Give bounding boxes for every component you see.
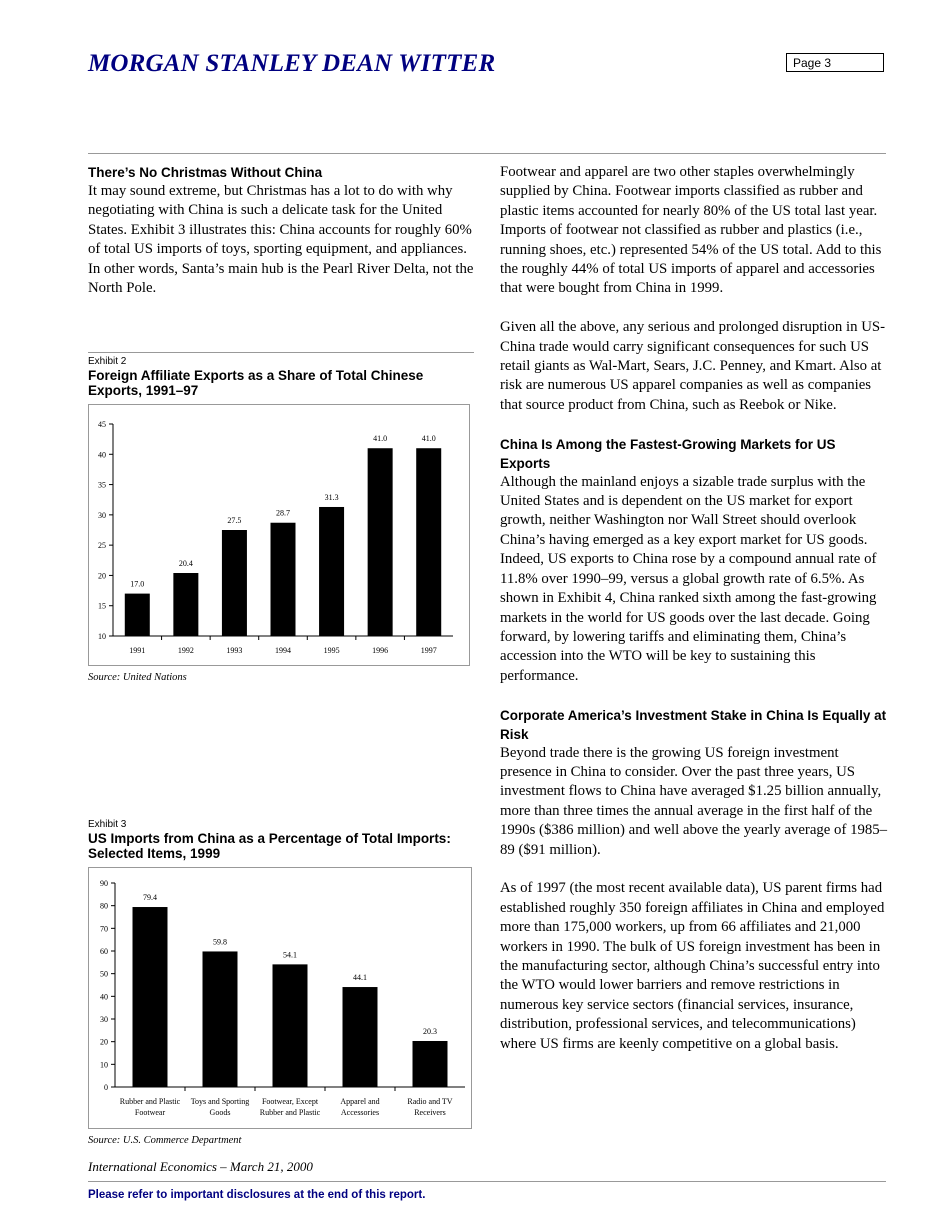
exhibit-2-value-label: 27.5 — [227, 516, 242, 525]
exhibit-3-bar — [203, 951, 238, 1087]
exhibit-2-y-tick-label: 40 — [98, 450, 106, 460]
exhibit-2-category-label: 1995 — [323, 646, 340, 655]
exhibit-2-title: Foreign Affiliate Exports as a Share of Total Chinese Exports, 1991–97 — [88, 368, 424, 398]
exhibit-2-bar — [125, 594, 150, 636]
exhibit-2-value-label: 41.0 — [421, 434, 436, 444]
exhibit-2-bar — [416, 448, 441, 636]
exhibit-2 — [88, 352, 474, 683]
exhibit-3-category-label: Apparel and — [340, 1097, 380, 1106]
exhibit-3-category-label: Receivers — [414, 1108, 446, 1117]
paragraph-footwear: Footwear and apparel are two other staples overwhelmingly supplied by China. Footwear imports classified as rubber and plastic items accounted for nearly 80% of the US total last year. Imports of footwear not classified as rubber and plastics (i.e., running shoes, etc.) represented 54% of the US total. Add to this the roughly 44% of total US imports of apparel and accessories that were bought from China in 1999. — [500, 164, 882, 297]
exhibit-3-source: Source: U.S. Commerce Department — [88, 1135, 242, 1146]
exhibit-3-value-label: 20.3 — [423, 1026, 437, 1036]
exhibit-3-y-tick-label: 50 — [100, 969, 108, 979]
left-column — [88, 163, 476, 298]
exhibit-2-y-tick-label: 45 — [98, 420, 106, 429]
exhibit-3-category-label: Radio and TV — [407, 1097, 453, 1106]
brand-title: MORGAN STANLEY DEAN WITTER — [88, 50, 496, 77]
exhibit-2-category-label: 1994 — [275, 646, 291, 655]
exhibit-3-number: Exhibit 3 — [88, 819, 127, 830]
exhibit-2-category-label: 1992 — [177, 646, 194, 655]
exhibit-2-bar — [271, 523, 296, 636]
right-column — [500, 163, 888, 1054]
exhibit-3-category-label: Footwear — [134, 1108, 166, 1117]
exhibit-3-y-tick-label: 60 — [100, 947, 108, 956]
exhibit-3-value-label: 54.1 — [283, 950, 297, 960]
exhibit-3-bar — [413, 1041, 448, 1087]
exhibit-3-category-label: Goods — [209, 1108, 231, 1117]
paragraph-affiliates: As of 1997 (the most recent available data), US parent firms had established roughly 350 foreign affiliates in China and employed more than 175,000 workers, up from 66 affiliates and 21,000 workers in 1990. The bulk of US foreign investment has been in the manufacturing sector, although China’s successful entry into the WTO would lower barriers and remove restrictions in numerous key service sectors (financial services, insurance, distribution, professional services, and telecommunications) where US firms are keenly competitive on a global basis. — [500, 880, 885, 1052]
exhibit-3-category-label: Rubber and Plastic — [119, 1097, 181, 1106]
exhibit-3-value-label: 59.8 — [213, 937, 227, 947]
section-heading-investment: Corporate America’s Investment Stake in China Is Equally at Risk — [500, 707, 887, 742]
paragraph-christmas: It may sound extreme, but Christmas has a lot to do with why negotiating with China is such a delicate task for the United States. Exhibit 3 illustrates this: China accounts for roughly 60% of total US imports of toys, sporting equipment, and appliances. In other words, Santa’s main hub is the Pearl River Delta, not the North Pole. — [88, 183, 474, 297]
exhibit-2-bar — [173, 573, 198, 636]
exhibit-3-chart — [89, 868, 471, 1128]
exhibit-3-y-tick-label: 0 — [104, 1083, 108, 1092]
exhibit-2-number: Exhibit 2 — [88, 356, 127, 367]
exhibit-3-bar — [133, 907, 168, 1087]
paragraph-disruption: Given all the above, any serious and prolonged disruption in US-China trade would carry significant consequences for such US retail giants as Wal-Mart, Sears, J.C. Penney, and Kmart. Also at risk are numerous US apparel companies as well as companies that source product from China, such as Reebok or Nike. — [500, 319, 886, 413]
exhibit-2-value-label: 20.4 — [178, 559, 193, 569]
exhibit-3-y-tick-label: 90 — [100, 879, 108, 888]
exhibit-3-category-label: Accessories — [340, 1108, 380, 1117]
exhibit-2-chart — [89, 405, 469, 665]
section-heading-christmas: There’s No Christmas Without China — [88, 165, 323, 180]
exhibit-2-y-tick-label: 25 — [98, 541, 106, 551]
exhibit-3-category-label: Rubber and Plastic — [259, 1108, 321, 1117]
exhibit-3-category-label: Toys and Sporting — [190, 1097, 250, 1106]
exhibit-3-value-label: 44.1 — [353, 973, 367, 983]
exhibit-2-y-tick-label: 20 — [98, 571, 106, 581]
exhibit-2-bar — [222, 530, 247, 636]
exhibit-3-chart-frame — [88, 867, 472, 1129]
exhibit-2-value-label: 28.7 — [276, 508, 290, 518]
header-divider — [88, 153, 886, 154]
exhibit-2-value-label: 17.0 — [130, 579, 145, 589]
exhibit-3-title: US Imports from China as a Percentage of Total Imports: Selected Items, 1999 — [88, 831, 451, 861]
paragraph-investment: Beyond trade there is the growing US foreign investment presence in China to consider. Over the past three years, US investment flows to China have averaged $1.25 billion annually, more than three times the annual average in the first half of the 1990s ($386 million) and well above the yearly average of 1985–89 ($91 million). — [500, 744, 888, 858]
page-number-box: Page 3 — [786, 53, 884, 72]
exhibit-2-y-tick-label: 30 — [98, 510, 106, 520]
section-heading-markets: China Is Among the Fastest-Growing Markets for US Exports — [500, 436, 836, 471]
exhibit-3-y-tick-label: 70 — [100, 924, 108, 934]
exhibit-2-chart-frame — [88, 404, 470, 666]
footer-date: International Economics – March 21, 2000 — [88, 1159, 313, 1174]
disclosure-note: Please refer to important disclosures at the end of this report. — [88, 1189, 426, 1201]
exhibit-2-category-label: 1997 — [420, 646, 437, 655]
exhibit-3-y-tick-label: 40 — [100, 992, 108, 1002]
exhibit-3-y-tick-label: 80 — [100, 901, 108, 911]
exhibit-2-bar — [319, 507, 344, 636]
exhibit-3 — [88, 819, 474, 1146]
exhibit-3-bar — [273, 964, 308, 1087]
exhibit-2-bar — [368, 448, 393, 636]
exhibit-3-y-tick-label: 10 — [100, 1060, 108, 1070]
exhibit-2-value-label: 31.3 — [324, 492, 339, 502]
exhibit-2-category-label: 1993 — [226, 646, 243, 655]
footer-divider — [88, 1181, 886, 1182]
exhibit-2-y-tick-label: 15 — [98, 601, 106, 611]
exhibit-3-value-label: 79.4 — [143, 893, 157, 903]
exhibit-3-y-tick-label: 30 — [100, 1015, 108, 1024]
exhibit-3-y-tick-label: 20 — [100, 1037, 108, 1047]
exhibit-2-rule — [88, 352, 474, 353]
exhibit-2-category-label: 1991 — [129, 646, 146, 655]
exhibit-3-bar — [343, 987, 378, 1087]
exhibit-2-category-label: 1996 — [372, 646, 389, 655]
paragraph-exports: Although the mainland enjoys a sizable trade surplus with the United States and is dependent on the US market for export growth, neither Washington nor Wall Street should overlook China’s having emerged as a key export market for US goods. Indeed, US exports to China rose by a compound annual rate of 11.8% over 1990–99, versus a global growth rate of 6.5%. As shown in Exhibit 4, China ranked sixth among the fast-growing markets in the world for US goods over the last decade. Going forward, by lowering tariffs and eliminating them, China’s accession into the WTO will be key to sustaining this performance. — [500, 473, 877, 684]
exhibit-2-y-tick-label: 35 — [98, 480, 106, 490]
exhibit-2-source: Source: United Nations — [88, 672, 187, 683]
exhibit-3-category-label: Footwear, Except — [261, 1097, 319, 1106]
exhibit-2-value-label: 41.0 — [373, 434, 388, 444]
exhibit-2-y-tick-label: 10 — [98, 632, 106, 641]
